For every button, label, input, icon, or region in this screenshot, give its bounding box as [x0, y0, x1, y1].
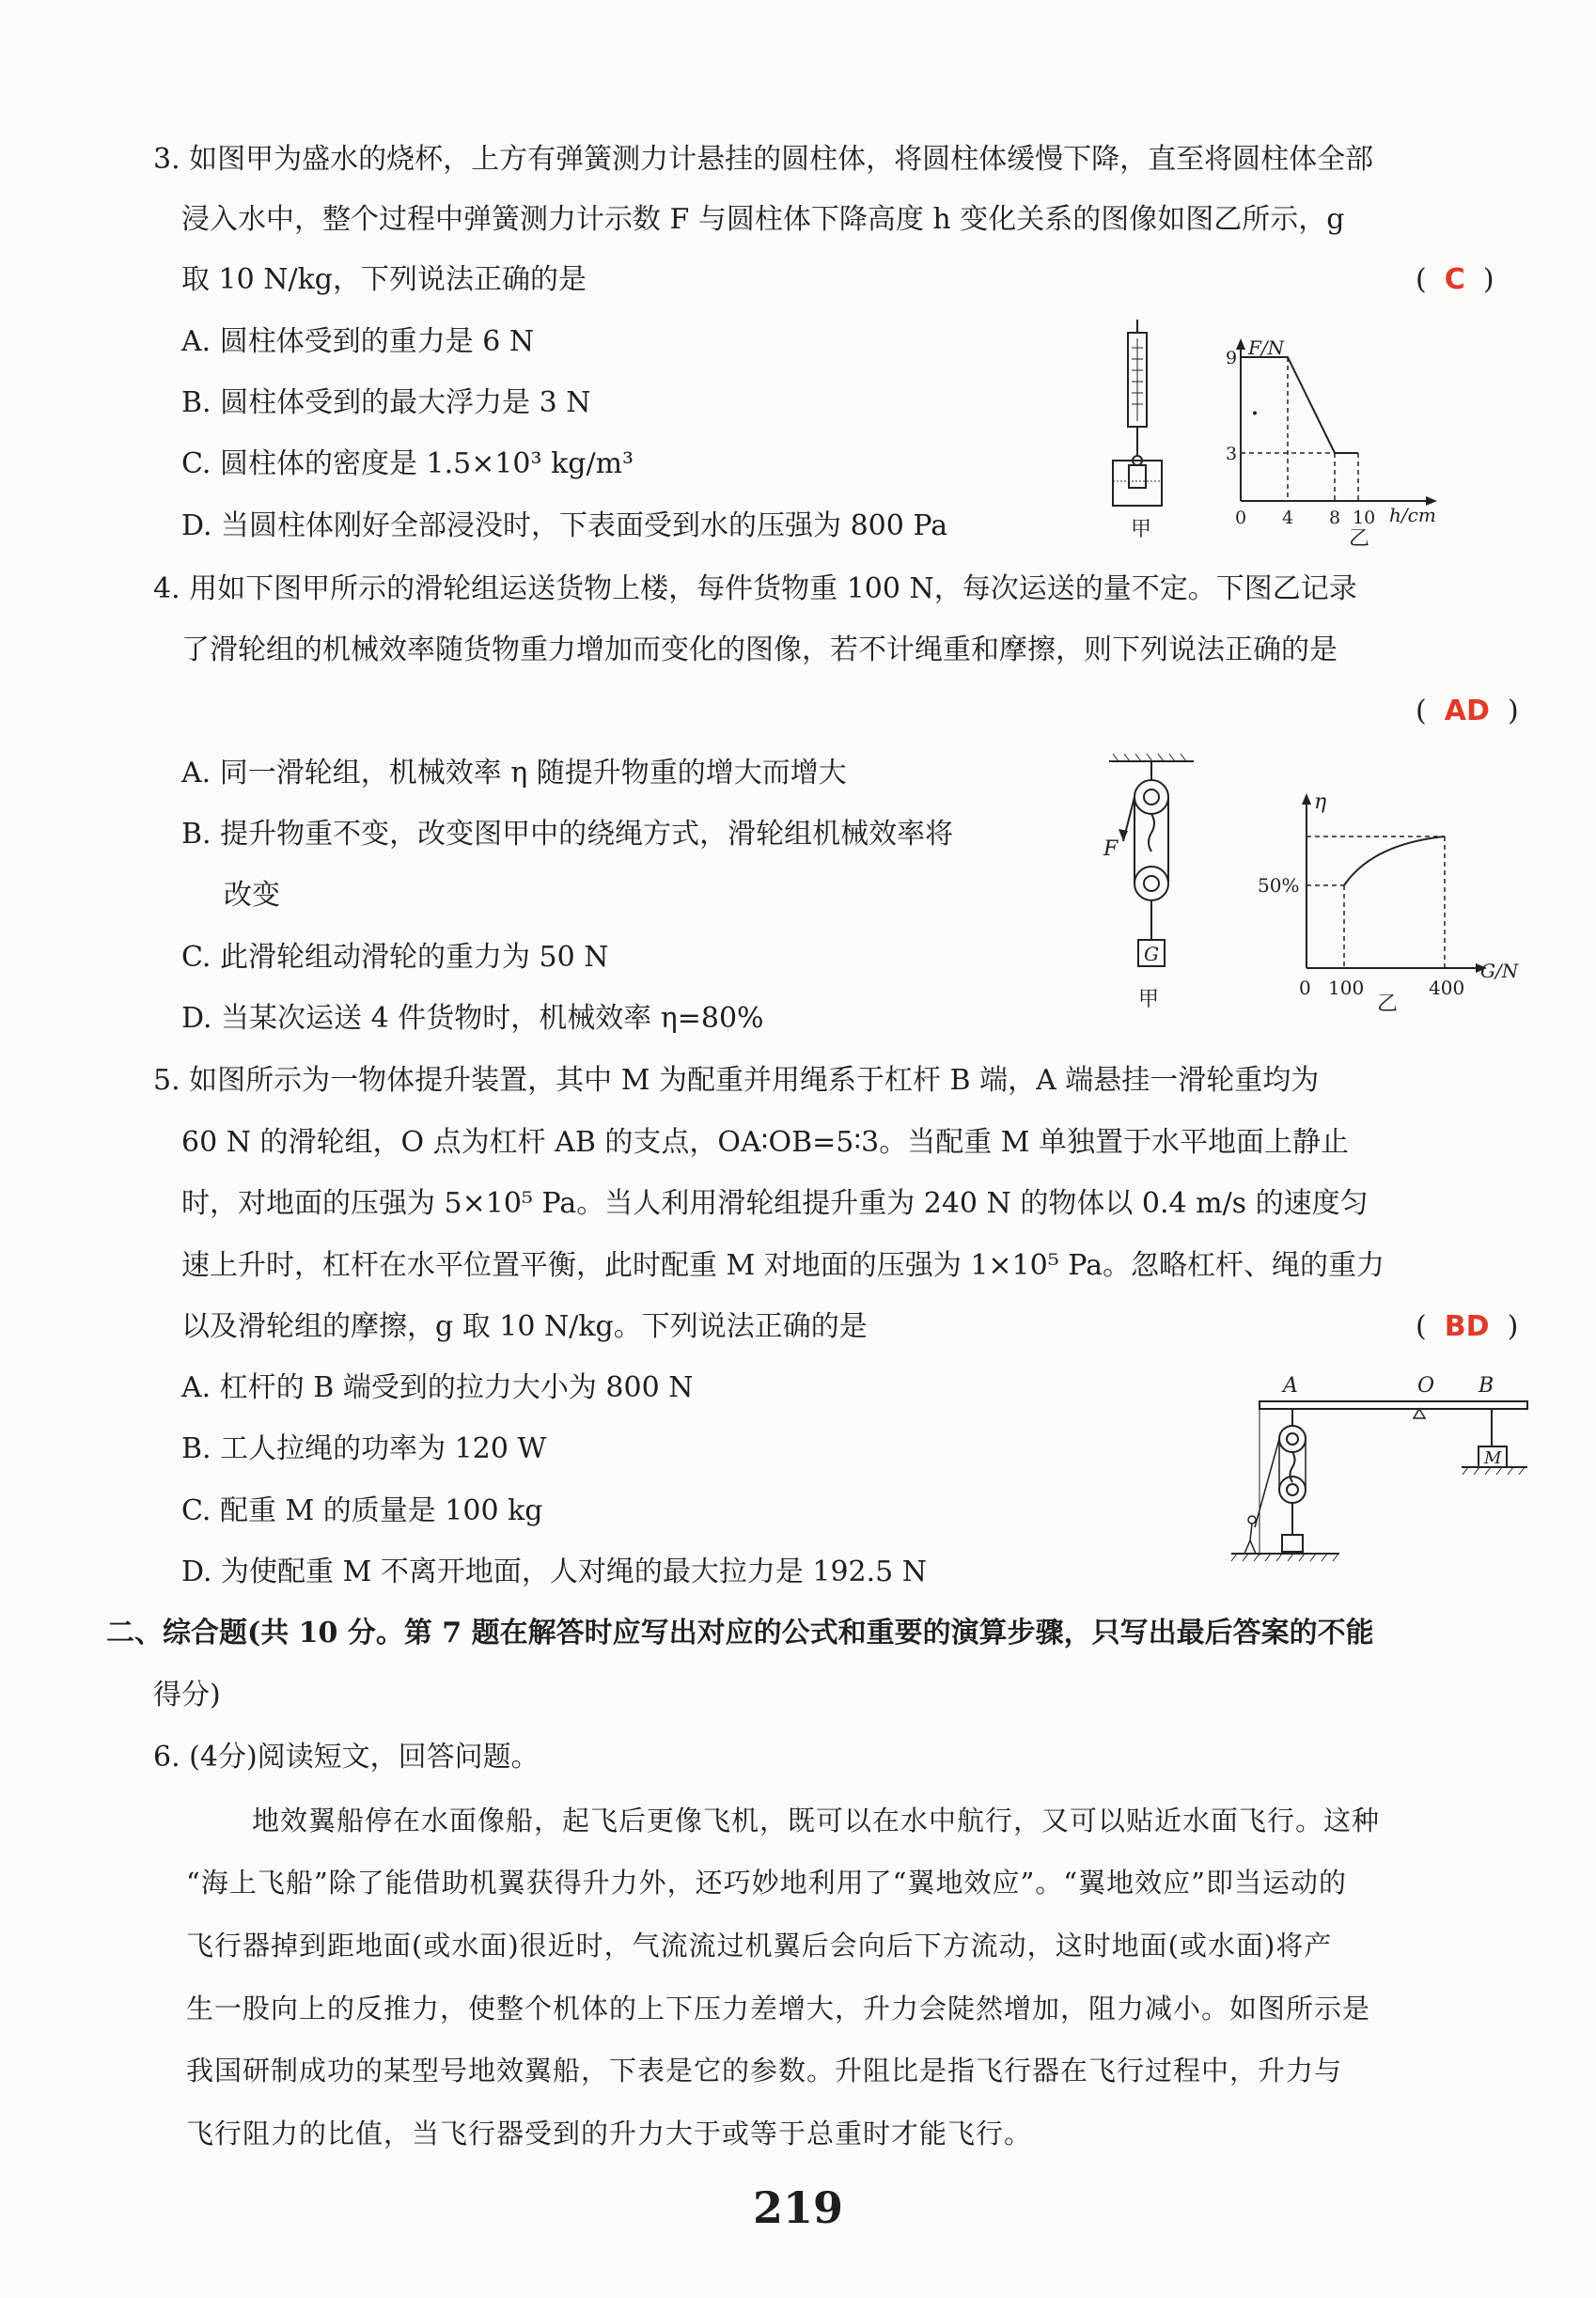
q5-option-d: D. 为使配重 M 不离开地面，人对绳的最大拉力是 192.5 N — [181, 1555, 928, 1588]
q3-chart — [1222, 334, 1457, 550]
q4-label-F: F — [1103, 837, 1119, 861]
q4-line-2: 了滑轮组的机械效率随货物重力增加而变化的图像，若不计绳重和摩擦，则下列说法正确的是 — [181, 633, 1338, 666]
q6-passage-line-3: 飞行器掉到距地面(或水面)很近时，气流流过机翼后会向后下方流动，这时地面(或水面)将产 — [186, 1930, 1333, 1962]
q4-option-b-line-1: B. 提升物重不变，改变图甲中的绕绳方式，滑轮组机械效率将 — [181, 818, 954, 851]
q4-chart-xtick-400: 400 — [1429, 977, 1465, 999]
q3-line-2: 浸入水中，整个过程中弹簧测力计示数 F 与圆柱体下降高度 h 变化关系的图像如图乙所示，g — [181, 203, 1345, 236]
q4-chart-xtick-100: 100 — [1328, 977, 1365, 999]
q4-option-a: A. 同一滑轮组，机械效率 η 随提升物重的增大而增大 — [181, 757, 847, 789]
q5-lever — [1260, 1401, 1527, 1409]
q3-ytick-3: 3 — [1226, 444, 1238, 464]
q6-title: 6. (4分)阅读短文，回答问题。 — [153, 1741, 540, 1774]
q5-label-A: A — [1283, 1374, 1298, 1398]
q5-answer: ( BD ) — [1416, 1310, 1519, 1343]
q3-chart-ylabel: F/N — [1248, 336, 1285, 359]
q4-chart — [1250, 789, 1523, 1015]
section-2-line-2: 得分) — [153, 1679, 221, 1712]
q3-xtick-8: 8 — [1329, 508, 1341, 528]
q3-label-jia: 甲 — [1131, 518, 1152, 541]
q5-line-1: 5. 如图所示为一物体提升装置，其中 M 为配重并用绳系于杠杆 B 端，A 端悬挂一滑轮重均为 — [153, 1064, 1320, 1097]
q4-chart-ylabel: η — [1314, 790, 1327, 814]
page-number: 219 — [752, 2182, 844, 2233]
q5-label-O: O — [1417, 1374, 1435, 1398]
q6-passage-line-2: “海上飞船”除了能借助机翼获得升力外，还巧妙地利用了“翼地效应”。“翼地效应”即当运动的 — [186, 1867, 1347, 1899]
q5-line-2: 60 N 的滑轮组，O 点为杠杆 AB 的支点，OA∶OB=5∶3。当配重 M 单独置于水平地面上静止 — [181, 1126, 1350, 1159]
q5-option-c: C. 配重 M 的质量是 100 kg — [181, 1494, 543, 1527]
q4-option-b-line-2: 改变 — [224, 879, 280, 912]
q5-line-3: 时，对地面的压强为 5×10⁵ Pa。当人利用滑轮组提升重为 240 N 的物体以 0.4 m/s 的速度匀 — [181, 1187, 1369, 1220]
q5-option-b: B. 工人拉绳的功率为 120 W — [181, 1432, 547, 1465]
q4-figure-jia — [1100, 752, 1203, 1010]
q5-figure — [1231, 1368, 1532, 1570]
q3-label-yi: 乙 — [1349, 527, 1370, 551]
q4-option-d: D. 当某次运送 4 件货物时，机械效率 η=80% — [181, 1002, 764, 1035]
q4-answer: ( AD ) — [1416, 695, 1519, 727]
q4-label-jia: 甲 — [1138, 988, 1160, 1011]
q3-y-arrow — [1236, 338, 1245, 350]
q5-line-5: 以及滑轮组的摩擦，g 取 10 N/kg。下列说法正确的是 — [181, 1310, 868, 1343]
q5-label-B: B — [1479, 1374, 1494, 1398]
q5-line-4: 速上升时，杠杆在水平位置平衡，此时配重 M 对地面的压强为 1×10⁵ Pa。忽略杠杆、绳的重力 — [181, 1249, 1385, 1282]
q3-xtick-4: 4 — [1282, 508, 1294, 528]
q3-xtick-0: 0 — [1235, 508, 1247, 528]
q3-answer-value: C — [1444, 263, 1465, 296]
q3-line-1: 3. 如图甲为盛水的烧杯，上方有弹簧测力计悬挂的圆柱体，将圆柱体缓慢下降，直至将圆柱体全部 — [153, 143, 1374, 176]
q3-answer: ( C ) — [1416, 263, 1494, 296]
q5-label-M: M — [1484, 1448, 1502, 1468]
q5-option-a: A. 杠杆的 B 端受到的拉力大小为 800 N — [181, 1371, 694, 1404]
q4-label-G: G — [1144, 943, 1159, 965]
q6-passage-line-5: 我国研制成功的某型号地效翼船，下表是它的参数。升阻比是指飞行器在飞行过程中，升力与 — [186, 2055, 1343, 2087]
q3-figure-jia — [1100, 320, 1175, 545]
q3-option-c: C. 圆柱体的密度是 1.5×10³ kg/m³ — [181, 447, 634, 480]
q4-chart-xlabel: G/N — [1480, 960, 1519, 982]
q3-option-a: A. 圆柱体受到的重力是 6 N — [181, 325, 535, 358]
q3-data-line — [1241, 357, 1358, 453]
q6-passage-line-6: 飞行阻力的比值，当飞行器受到的升力大于或等于总重时才能飞行。 — [186, 2118, 1033, 2149]
q4-curve — [1344, 836, 1445, 885]
q3-dot — [1253, 412, 1257, 415]
q6-passage-line-4: 生一股向上的反推力，使整个机体的上下压力差增大，升力会陡然增加，阻力减小。如图所示是 — [186, 1993, 1371, 2024]
q4-line-1: 4. 用如下图甲所示的滑轮组运送货物上楼，每件货物重 100 N，每次运送的量不定。下图乙记录 — [153, 572, 1357, 605]
q3-xtick-10: 10 — [1353, 508, 1376, 528]
q4-label-yi: 乙 — [1377, 993, 1399, 1016]
section-2-line-1: 二、综合题(共 10 分。第 7 题在解答时应写出对应的公式和重要的演算步骤，只写出最后答案的不能 — [106, 1617, 1374, 1649]
q4-option-c: C. 此滑轮组动滑轮的重力为 50 N — [181, 941, 609, 974]
q3-option-d: D. 当圆柱体刚好全部浸没时，下表面受到水的压强为 800 Pa — [181, 509, 948, 542]
q4-answer-value: AD — [1444, 695, 1490, 727]
q3-ytick-9: 9 — [1226, 348, 1238, 368]
q4-chart-xtick-0: 0 — [1299, 977, 1311, 999]
q3-line-3: 取 10 N/kg，下列说法正确的是 — [181, 263, 587, 296]
q4-chart-ytick: 50% — [1258, 874, 1300, 897]
q3-chart-xlabel: h/cm — [1389, 504, 1436, 526]
q5-answer-value: BD — [1444, 1310, 1490, 1343]
q6-passage-line-1: 地效翼船停在水面像船，起飞后更像飞机，既可以在水中航行，又可以贴近水面飞行。这种 — [252, 1805, 1381, 1837]
q3-option-b: B. 圆柱体受到的最大浮力是 3 N — [181, 386, 591, 419]
